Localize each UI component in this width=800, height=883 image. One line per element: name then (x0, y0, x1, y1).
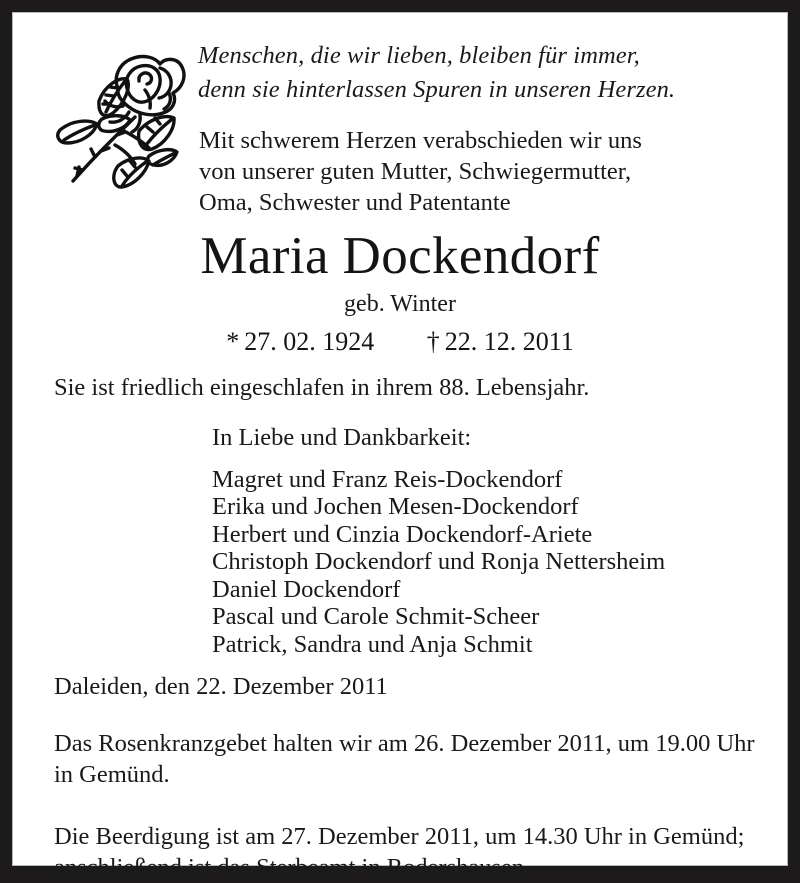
intro-line-3: Oma, Schwester und Patentante (199, 189, 511, 216)
intro-line-1: Mit schwerem Herzen verabschieden wir uns (199, 127, 642, 154)
mourners-lead: In Liebe und Dankbarkeit: (212, 424, 472, 451)
list-item: Magret und Franz Reis-Dockendorf (212, 465, 563, 493)
maiden-name: geb. Winter (344, 291, 456, 317)
deceased-name: Maria Dockendorf (200, 227, 600, 285)
list-item: Patrick, Sandra und Anja Schmit (212, 630, 533, 658)
rose-illustration-icon (39, 35, 189, 200)
obituary-sheet (12, 12, 788, 881)
list-item: Erika und Jochen Mesen-Dockendorf (212, 493, 579, 520)
death-cross-icon: † (426, 327, 440, 356)
burial-notice: Die Beerdigung ist am 27. Dezember 2011, um 14.30 Uhr in Gemünd; anschließend ist das Sterbeamt in Rodershausen. (54, 823, 745, 881)
intro-line-2: von unserer guten Mutter, Schwiegermutter, (199, 158, 632, 185)
list-item: Daniel Dockendorf (212, 575, 401, 603)
death-date: 22. 12. 2011 (444, 327, 574, 356)
intro-text (199, 125, 771, 218)
birth-date-group (226, 327, 381, 356)
death-date-group (427, 327, 574, 356)
birth-date: 27. 02. 1924 (244, 327, 375, 356)
epigraph-line-1: Menschen, die wir lieben, bleiben für immer, (198, 42, 640, 69)
birth-symbol-icon: * (226, 327, 240, 356)
life-dates (13, 326, 787, 358)
passing-line: Sie ist friedlich eingeschlafen in ihrem 88. Lebensjahr. (54, 374, 590, 401)
mourners-block (212, 424, 782, 658)
epigraph (198, 39, 778, 107)
rosary-notice: Das Rosenkranzgebet halten wir am 26. Dezember 2011, um 19.00 Uhr in Gemünd. (54, 730, 755, 788)
list-item: Pascal und Carole Schmit-Scheer (212, 603, 540, 630)
list-item: Christoph Dockendorf und Ronja Nettersheim (212, 548, 666, 575)
list-item: Herbert und Cinzia Dockendorf-Ariete (212, 520, 593, 548)
mourners-list (212, 466, 782, 659)
epigraph-line-2: denn sie hinterlassen Spuren in unseren Herzen. (198, 76, 676, 103)
place-and-date: Daleiden, den 22. Dezember 2011 (54, 673, 388, 700)
